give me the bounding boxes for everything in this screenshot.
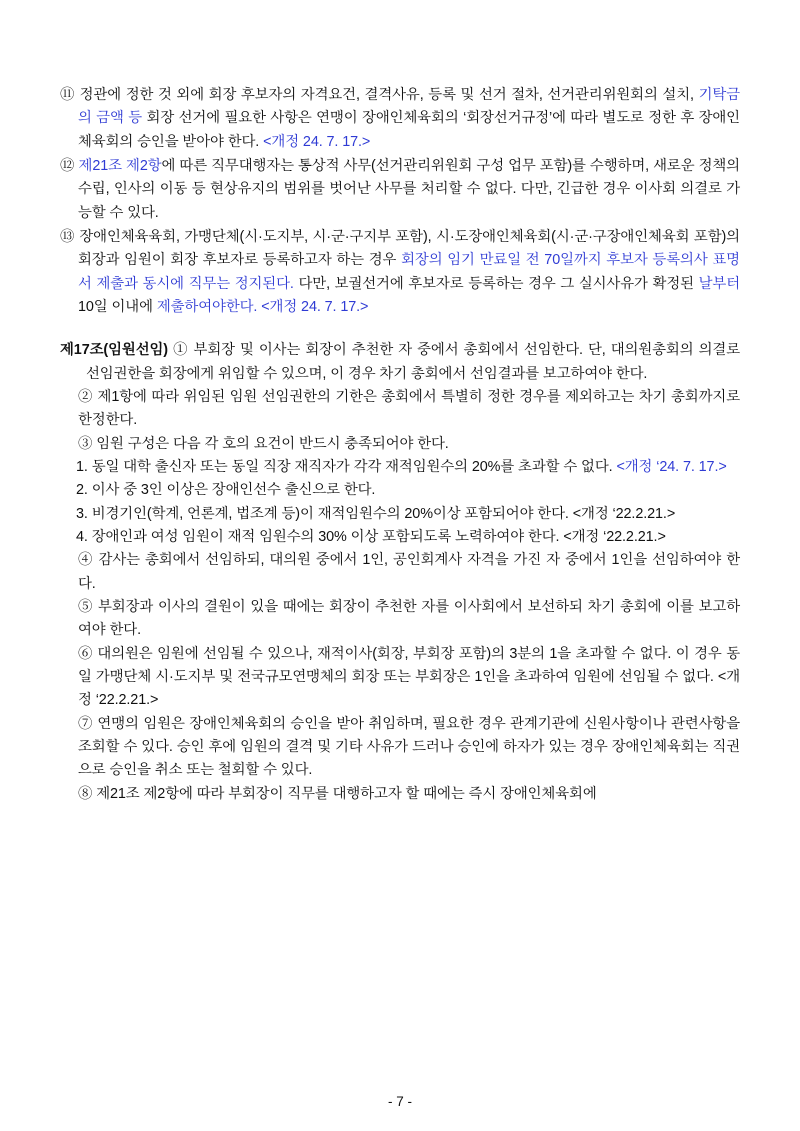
body-text: <개정 ‘22.2.21.> <box>563 528 666 545</box>
article-clause-7 <box>60 713 740 783</box>
body-text: ⑪ 정관에 정한 것 외에 회장 후보자의 자격요건, 결격사유, 등록 및 선거 절차, 선거관리위원회의 설치, <box>60 87 699 103</box>
body-text: ④ 감사는 총회에서 선임하되, 대의원 중에서 1인, 공인회계사 자격을 가진 자 중에서 1인을 선임하여야 한다. <box>78 552 740 592</box>
article-clause-3-item-2 <box>60 479 740 502</box>
body-text: ① 부회장 및 이사는 회장이 추천한 자 중에서 총회에서 선임한다. 단, 대의원총회의 의결로 선임권한을 회장에게 위임할 수 있으며, 이 경우 차기 총회에서 선임결과를 보고하여야 한다. <box>86 342 740 382</box>
body-text: ③ 임원 구성은 다음 각 호의 요건이 반드시 충족되어야 한다. <box>78 435 449 452</box>
paragraph-item-13 <box>60 226 740 319</box>
highlighted-text: 회장의 임기 만료일 전 70일까지 후보자 등록의사 표명서 제출과 동시에 직무는 정지된다. <box>78 252 740 292</box>
article-clause-1 <box>60 339 740 386</box>
body-text: 3. 비경기인(학계, 언론계, 법조계 등)이 재적임원수의 20%이상 포함되어야 한다. <box>76 505 573 522</box>
highlighted-text: 기탁금의 금액 등 <box>78 87 740 127</box>
highlighted-text: <개정 ‘24. 7. 17.> <box>616 458 727 475</box>
body-text: <개정 ‘22.2.21.> <box>78 668 740 709</box>
body-text: ⑦ 연맹의 임원은 장애인체육회의 승인을 받아 취임하며, 필요한 경우 관계기관에 신원사항이나 관련사항을 조회할 수 있다. 승인 후에 임원의 결격 및 기타 사유가 드러나 승인에 하자가 있는 경우 장애인체육회는 직권으로 승인을 취소 또는 철회할 수 있다. <box>78 715 740 779</box>
body-text: ⑥ 대의원은 임원에 선임될 수 있으나, 재적이사(회장, 부회장 포함)의 3분의 1을 초과할 수 없다. 이 경우 동일 가맹단체 시·도지부 및 전국규모연맹체의 회장 또는 부회장은 1인을 초과하여 임원에 선임될 수 없다. <box>78 645 740 685</box>
article-clause-3-item-1 <box>60 456 740 479</box>
highlighted-text: <개정 24. 7. 17.> <box>261 298 369 315</box>
body-text: ⑫ <box>60 157 79 174</box>
body-text: 다만, 보궐선거에 후보자로 등록하는 경우 그 실시사유가 확정된 <box>293 275 699 292</box>
highlighted-text: 제21조 제2항 <box>78 157 162 174</box>
article-title: 제17조(임원선임) <box>60 342 174 359</box>
article-clause-3-item-4 <box>60 526 740 549</box>
paragraph-item-11 <box>60 84 740 154</box>
highlighted-text: 제출하여야한다. <box>156 298 258 315</box>
article-clause-5 <box>60 596 740 643</box>
article-clause-4 <box>60 549 740 596</box>
article-clause-3-item-3 <box>60 503 740 526</box>
highlighted-text: 날부터 <box>698 275 740 292</box>
body-text: 에 따른 직무대행자는 통상적 사무(선거관리위원회 구성 업무 포함)를 수행하며, 새로운 정책의 수립, 인사의 이동 등 현상유지의 범위를 벗어난 사무를 처리할 수 없다. 다만, 긴급한 경우 이사회 의결로 가능할 수 있다. <box>78 157 740 221</box>
body-text: 4. 장애인과 여성 임원이 재적 임원수의 30% 이상 포함되도록 노력하여야 한다. <box>76 528 564 545</box>
body-text: ② 제1항에 따라 위임된 임원 선임권한의 기한은 총회에서 특별히 정한 경우를 제외하고는 차기 총회까지로 한정한다. <box>78 388 740 429</box>
highlighted-text: <개정 24. 7. 17.> <box>263 133 371 150</box>
article-17 <box>60 339 740 806</box>
body-text: ⑬ 장애인체육육회, 가맹단체(시·도지부, 시·군·구지부 포함), 시·도장애인체육회(시·군·구장애인체육회 포함)의 회장과 임원이 회장 후보자로 등록하고자 하는 경우 <box>60 228 740 269</box>
body-text: 회장 선거에 필요한 사항은 연맹이 장애인체육회의 ‘회장선거규정’에 따라 별도로 정한 후 장애인체육회의 승인을 받아야 한다. <box>78 110 740 150</box>
article-clause-2 <box>60 386 740 433</box>
body-text: 10일 이내에 <box>78 298 157 315</box>
body-text: <개정 ‘22.2.21.> <box>572 505 676 522</box>
body-text: ⑤ 부회장과 이사의 결원이 있을 때에는 회장이 추천한 자를 이사회에서 보선하되 차기 총회에 이를 보고하여야 한다. <box>78 598 740 639</box>
paragraph-item-12 <box>60 155 740 225</box>
body-text: 2. 이사 중 3인 이상은 장애인선수 출신으로 한다. <box>76 482 376 499</box>
article-clause-3 <box>60 433 740 456</box>
article-clause-6 <box>60 643 740 713</box>
body-text: 1. 동일 대학 출신자 또는 동일 직장 재직자가 각각 재적임원수의 20%를 초과할 수 없다. <box>76 458 617 475</box>
article-clause-8 <box>60 783 740 806</box>
body-text: ⑧ 제21조 제2항에 따라 부회장이 직무를 대행하고자 할 때에는 즉시 장애인체육회에 <box>78 785 597 802</box>
page-number: - 7 - <box>387 1094 412 1109</box>
document-body <box>60 84 740 806</box>
